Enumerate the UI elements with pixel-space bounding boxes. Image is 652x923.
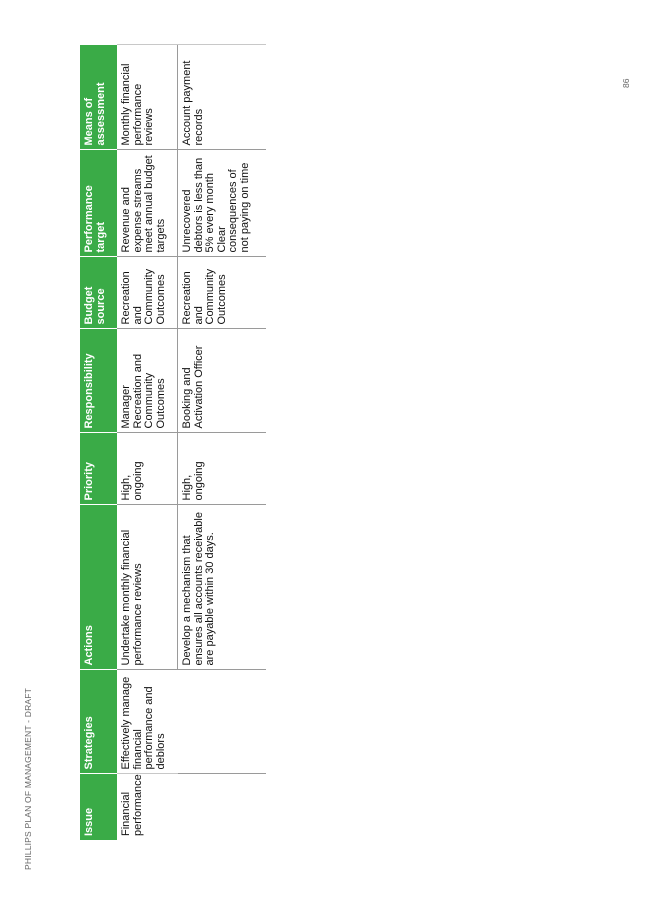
cell-responsibility: Booking and Activation Officer [178, 329, 267, 433]
cell-issue [178, 774, 267, 840]
header-responsibility: Responsibility [80, 329, 117, 433]
cell-means-of-assessment: Monthly financial performance reviews [117, 45, 178, 150]
header-priority: Priority [80, 433, 117, 505]
cell-budget-source: Recreation and Community Outcomes [178, 257, 267, 329]
header-budget-source: Budget source [80, 257, 117, 329]
header-performance-target: Performance target [80, 150, 117, 257]
cell-performance-target: Revenue and expense streams meet annual budget targets [117, 150, 178, 257]
table-header-row [80, 45, 117, 840]
header-actions: Actions [80, 505, 117, 670]
cell-strategies [178, 670, 267, 774]
table-row [178, 45, 267, 840]
header-strategies: Strategies [80, 670, 117, 774]
cell-strategies: Effectively manage financial performance and deblors [117, 670, 178, 774]
table-row [117, 45, 178, 840]
cell-actions: Undertake monthly financial performance reviews [117, 505, 178, 670]
header-issue: Issue [80, 774, 117, 840]
header-means-of-assessment: Means of assessment [80, 45, 117, 150]
cell-priority: High, ongoing [117, 433, 178, 505]
cell-actions: Develop a mechanism that ensures all accounts receivable are payable within 30 days. [178, 505, 267, 670]
rotated-table-container [80, 45, 266, 840]
cell-means-of-assessment: Account payment records [178, 45, 267, 150]
management-table [80, 45, 266, 841]
cell-priority: High, ongoing [178, 433, 267, 505]
page-number: 86 [621, 78, 631, 88]
cell-performance-target: Unrecovered debtors is less than 5% every month Clear consequences of not paying on time [178, 150, 267, 257]
cell-budget-source: Recreation and Community Outcomes [117, 257, 178, 329]
cell-issue: Financial performance [117, 774, 178, 840]
document-footer: PHILLIPS PLAN OF MANAGEMENT - DRAFT [23, 687, 33, 870]
cell-responsibility: Manager Recreation and Community Outcomes [117, 329, 178, 433]
